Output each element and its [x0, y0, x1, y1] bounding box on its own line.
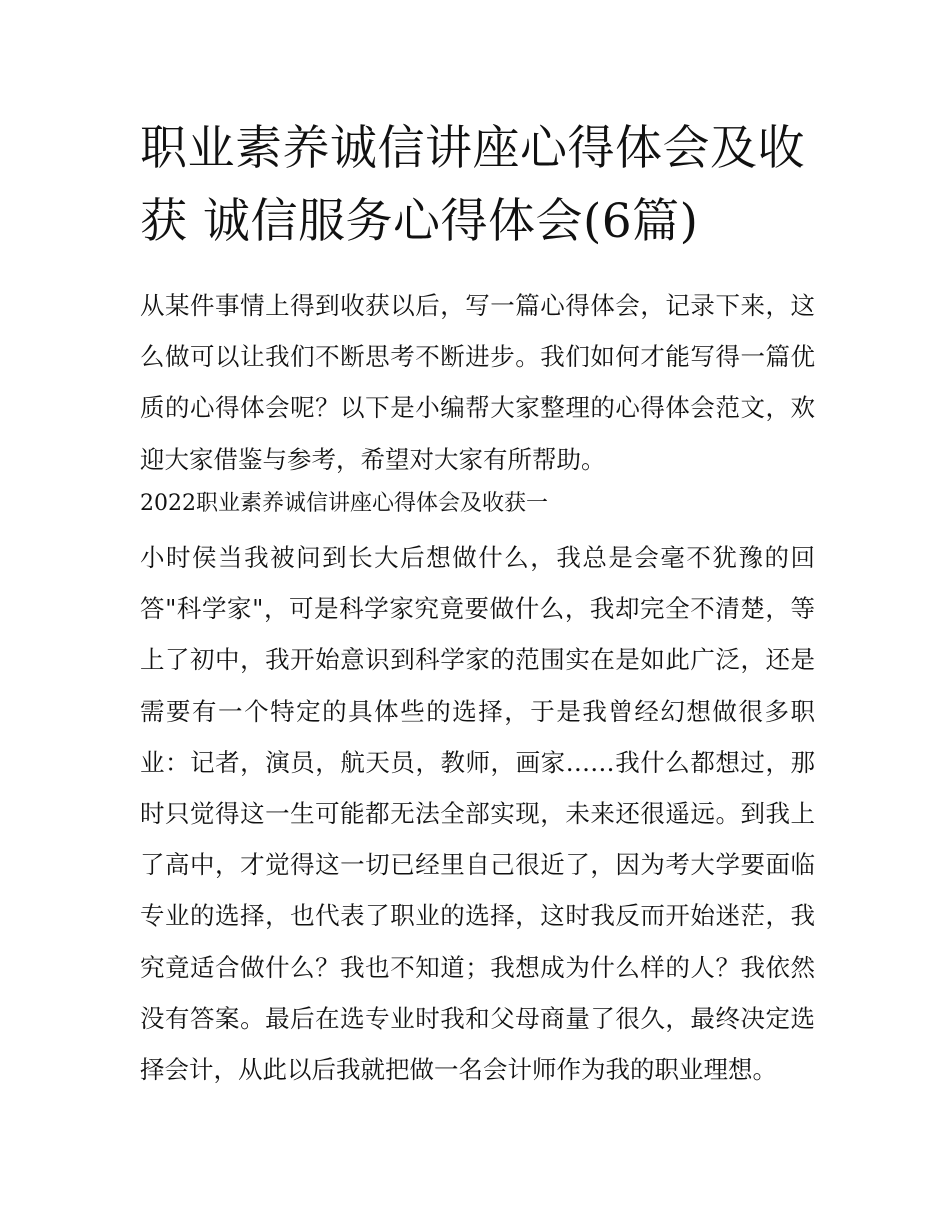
body-paragraph: 小时侯当我被问到长大后想做什么，我总是会毫不犹豫的回答"科学家"，可是科学家究竟要做什么，我却完全不清楚，等上了初中，我开始意识到科学家的范围实在是如此广泛，还是需要有一个特定的具体些的选择，于是我曾经幻想做很多职业：记者，演员，航天员，教师，画家……我什么都想过，那时只觉得这一生可能都无法全部实现，未来还很遥远。到我上了高中，才觉得这一切已经里自己很近了，因为考大学要面临专业的选择，也代表了职业的选择，这时我反而开始迷茫，我究竟适合做什么？我也不知道；我想成为什么样的人？我依然没有答案。最后在选专业时我和父母商量了很久，最终决定选择会计，从此以后我就把做一名会计师作为我的职业理想。 [140, 543, 815, 1085]
section-heading: 2022职业素养诚信讲座心得体会及收获一 [140, 491, 548, 516]
document-title: 职业素养诚信讲座心得体会及收获 诚信服务心得体会(6篇) [140, 121, 805, 249]
intro-paragraph: 从某件事情上得到收获以后，写一篇心得体会，记录下来，这么做可以让我们不断思考不断进步。我们如何才能写得一篇优质的心得体会呢？以下是小编帮大家整理的心得体会范文，欢迎大家借鉴与参考，希望对大家有所帮助。 [140, 291, 815, 474]
